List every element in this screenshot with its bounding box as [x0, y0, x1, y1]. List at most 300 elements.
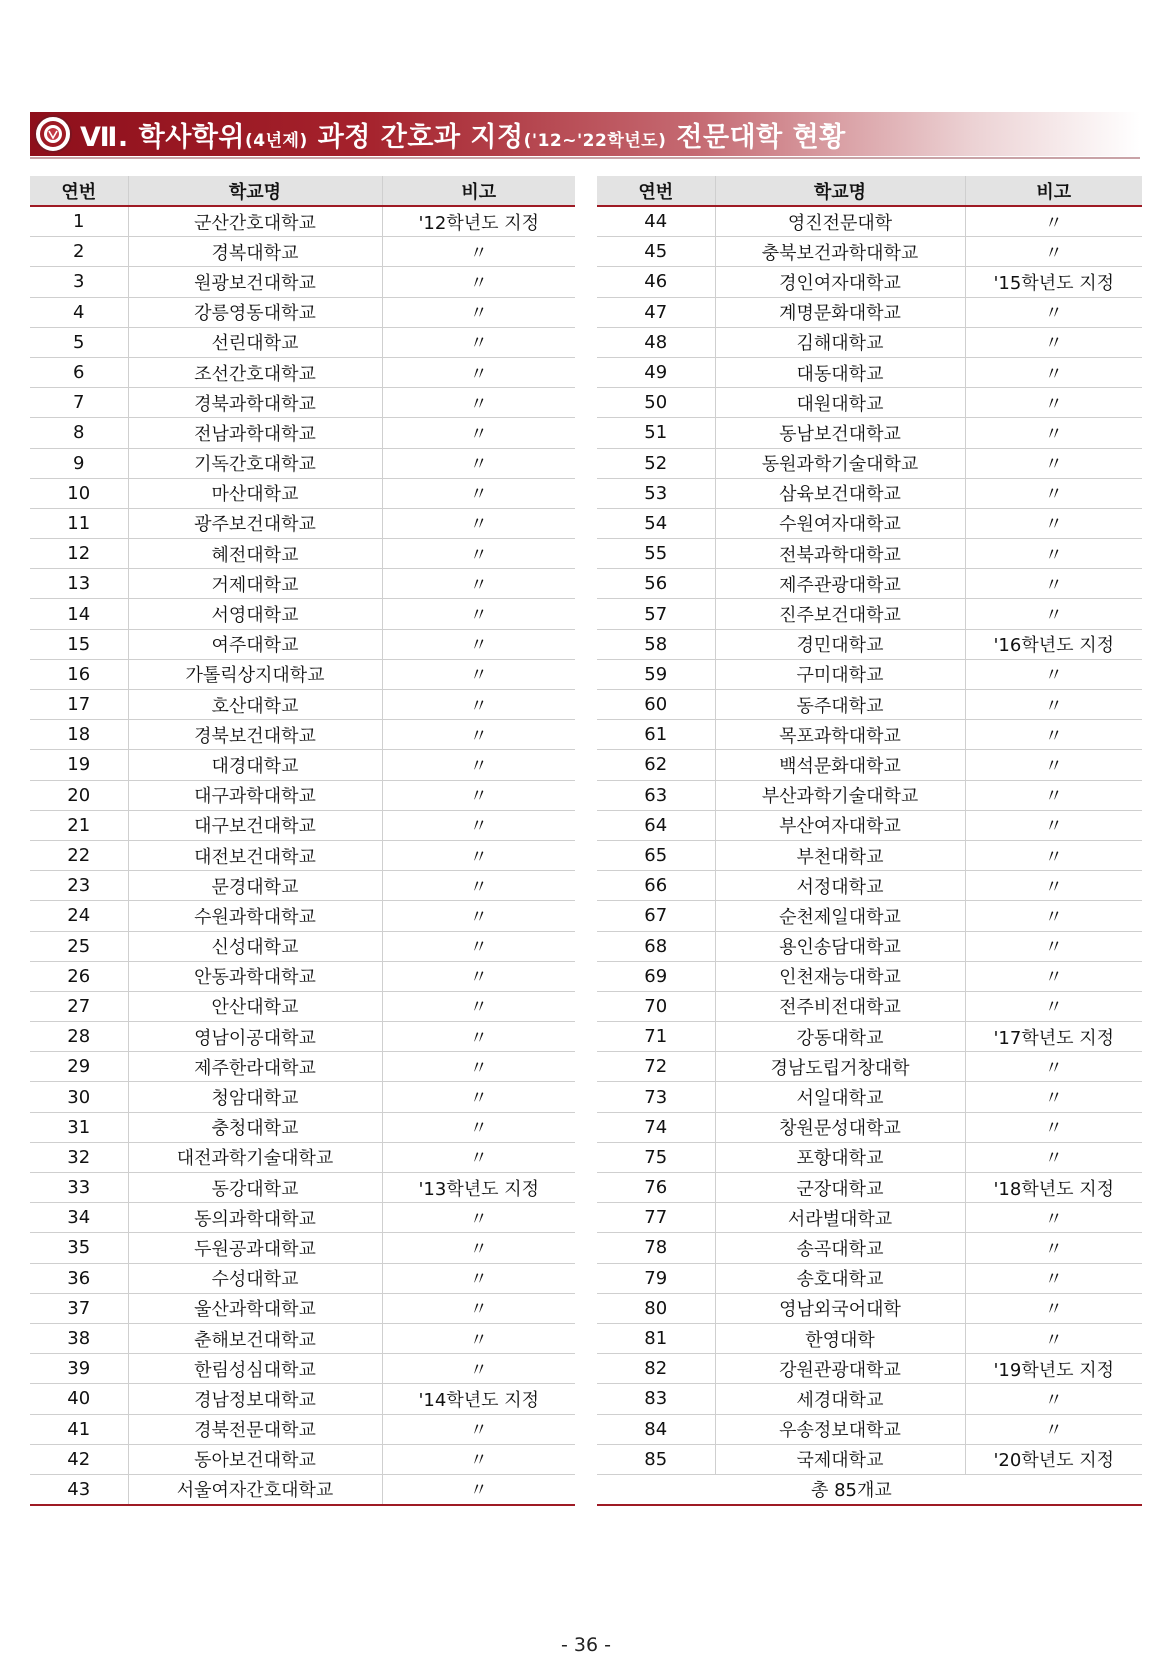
table-row — [30, 690, 575, 720]
table-row — [30, 871, 575, 901]
cell-school: 서일대학교 — [715, 1082, 965, 1112]
cell-school: 제주한라대학교 — [128, 1052, 382, 1082]
table-row — [597, 780, 1142, 810]
cell-no: 75 — [597, 1142, 715, 1172]
cell-school: 춘해보건대학교 — [128, 1323, 382, 1353]
col-header-school: 학교명 — [128, 176, 382, 206]
cell-note: 〃 — [965, 871, 1142, 901]
cell-school: 서라벌대학교 — [715, 1203, 965, 1233]
cell-no: 12 — [30, 539, 128, 569]
section-title-bar — [30, 112, 1140, 156]
cell-no: 62 — [597, 750, 715, 780]
cell-school: 대전과학기술대학교 — [128, 1142, 382, 1172]
table-row — [30, 1082, 575, 1112]
cell-no: 46 — [597, 267, 715, 297]
cell-note: 〃 — [382, 659, 575, 689]
cell-school: 전주비전대학교 — [715, 991, 965, 1021]
table-row — [30, 780, 575, 810]
total-count: 총 85개교 — [715, 1474, 1142, 1505]
cell-no: 69 — [597, 961, 715, 991]
col-header-note: 비고 — [382, 176, 575, 206]
cell-no: 4 — [30, 297, 128, 327]
cell-school: 충북보건과학대학교 — [715, 237, 965, 267]
cell-note: 〃 — [965, 931, 1142, 961]
cell-note: 〃 — [965, 1082, 1142, 1112]
total-row — [597, 1474, 1142, 1505]
cell-note: 〃 — [382, 297, 575, 327]
table-row — [597, 810, 1142, 840]
table-row — [597, 1323, 1142, 1353]
table-row — [30, 1323, 575, 1353]
table-row — [30, 810, 575, 840]
title-sub1: (4년제) — [245, 130, 308, 151]
cell-note: 〃 — [382, 810, 575, 840]
table-row — [597, 1354, 1142, 1384]
table-row — [597, 206, 1142, 237]
cell-school: 안동과학대학교 — [128, 961, 382, 991]
cell-school: 김해대학교 — [715, 327, 965, 357]
cell-school: 제주관광대학교 — [715, 569, 965, 599]
cell-note: 〃 — [382, 599, 575, 629]
table-row — [597, 931, 1142, 961]
cell-no: 54 — [597, 508, 715, 538]
table-row — [30, 508, 575, 538]
table-row — [597, 297, 1142, 327]
cell-note: '16학년도 지정 — [965, 629, 1142, 659]
cell-school: 동의과학대학교 — [128, 1203, 382, 1233]
cell-note: 〃 — [965, 901, 1142, 931]
table-row — [30, 720, 575, 750]
cell-note: 〃 — [965, 1203, 1142, 1233]
cell-no: 49 — [597, 357, 715, 387]
cell-school: 군장대학교 — [715, 1173, 965, 1203]
cell-note: 〃 — [382, 1082, 575, 1112]
cell-school: 영진전문대학 — [715, 206, 965, 237]
cell-note: 〃 — [965, 297, 1142, 327]
cell-note: 〃 — [965, 659, 1142, 689]
table-row — [597, 1082, 1142, 1112]
cell-no: 34 — [30, 1203, 128, 1233]
cell-school: 영남외국어대학 — [715, 1293, 965, 1323]
cell-no: 31 — [30, 1112, 128, 1142]
cell-note: 〃 — [965, 508, 1142, 538]
cell-note: 〃 — [382, 1233, 575, 1263]
cell-school: 한영대학 — [715, 1323, 965, 1353]
cell-school: 동아보건대학교 — [128, 1444, 382, 1474]
cell-school: 호산대학교 — [128, 690, 382, 720]
table-row — [30, 418, 575, 448]
cell-no: 41 — [30, 1414, 128, 1444]
cell-no: 11 — [30, 508, 128, 538]
table-row — [597, 599, 1142, 629]
cell-no: 52 — [597, 448, 715, 478]
table-row — [597, 418, 1142, 448]
table-row — [597, 1444, 1142, 1474]
cell-no: 30 — [30, 1082, 128, 1112]
table-row — [597, 690, 1142, 720]
cell-no: 78 — [597, 1233, 715, 1263]
cell-note: 〃 — [382, 931, 575, 961]
cell-note: 〃 — [382, 1474, 575, 1505]
cell-school: 동남보건대학교 — [715, 418, 965, 448]
cell-no: 9 — [30, 448, 128, 478]
cell-note: 〃 — [382, 237, 575, 267]
cell-no: 36 — [30, 1263, 128, 1293]
cell-school: 송곡대학교 — [715, 1233, 965, 1263]
cell-school: 계명문화대학교 — [715, 297, 965, 327]
cell-note: 〃 — [965, 720, 1142, 750]
cell-school: 경북보건대학교 — [128, 720, 382, 750]
cell-note: 〃 — [965, 206, 1142, 237]
cell-no: 35 — [30, 1233, 128, 1263]
cell-note: 〃 — [965, 569, 1142, 599]
cell-note: 〃 — [965, 1414, 1142, 1444]
cell-school: 경인여자대학교 — [715, 267, 965, 297]
cell-note: 〃 — [965, 448, 1142, 478]
cell-note: 〃 — [965, 750, 1142, 780]
cell-no: 68 — [597, 931, 715, 961]
cell-note: 〃 — [965, 1323, 1142, 1353]
cell-school: 대구보건대학교 — [128, 810, 382, 840]
cell-no: 42 — [30, 1444, 128, 1474]
cell-note: 〃 — [382, 1022, 575, 1052]
cell-no: 21 — [30, 810, 128, 840]
cell-no: 15 — [30, 629, 128, 659]
table-row — [597, 991, 1142, 1021]
table-row — [30, 478, 575, 508]
table-row — [597, 871, 1142, 901]
cell-school: 대경대학교 — [128, 750, 382, 780]
title-end: 전문대학 현황 — [676, 121, 846, 153]
cell-no: 65 — [597, 840, 715, 870]
cell-school: 원광보건대학교 — [128, 267, 382, 297]
cell-no: 64 — [597, 810, 715, 840]
table-row — [30, 931, 575, 961]
table-row — [30, 1414, 575, 1444]
cell-school: 국제대학교 — [715, 1444, 965, 1474]
cell-no: 85 — [597, 1444, 715, 1474]
cell-note: 〃 — [382, 418, 575, 448]
cell-school: 두원공과대학교 — [128, 1233, 382, 1263]
cell-school: 동주대학교 — [715, 690, 965, 720]
cell-school: 수원여자대학교 — [715, 508, 965, 538]
cell-no: 10 — [30, 478, 128, 508]
cell-note: 〃 — [382, 508, 575, 538]
cell-no: 25 — [30, 931, 128, 961]
table-row — [597, 478, 1142, 508]
cell-no: 23 — [30, 871, 128, 901]
cell-school: 경남정보대학교 — [128, 1384, 382, 1414]
title-roman: Ⅶ. — [80, 121, 129, 153]
cell-school: 송호대학교 — [715, 1263, 965, 1293]
cell-note: 〃 — [965, 1112, 1142, 1142]
cell-school: 백석문화대학교 — [715, 750, 965, 780]
cell-school: 기독간호대학교 — [128, 448, 382, 478]
cell-note: 〃 — [965, 840, 1142, 870]
cell-note: 〃 — [965, 1233, 1142, 1263]
cell-no: 40 — [30, 1384, 128, 1414]
cell-note: 〃 — [382, 690, 575, 720]
cell-no: 33 — [30, 1173, 128, 1203]
col-header-school: 학교명 — [715, 176, 965, 206]
cell-note: 〃 — [965, 357, 1142, 387]
cell-no: 8 — [30, 418, 128, 448]
cell-no: 66 — [597, 871, 715, 901]
cell-note: '18학년도 지정 — [965, 1173, 1142, 1203]
table-row — [597, 720, 1142, 750]
cell-school: 마산대학교 — [128, 478, 382, 508]
table-row — [30, 267, 575, 297]
cell-school: 신성대학교 — [128, 931, 382, 961]
table-row — [30, 1233, 575, 1263]
table-row — [597, 1414, 1142, 1444]
cell-school: 전북과학대학교 — [715, 539, 965, 569]
cell-note: '14학년도 지정 — [382, 1384, 575, 1414]
cell-school: 진주보건대학교 — [715, 599, 965, 629]
cell-no: 19 — [30, 750, 128, 780]
page-number: - 36 - — [561, 1634, 611, 1656]
cell-note: 〃 — [382, 1142, 575, 1172]
cell-no: 7 — [30, 388, 128, 418]
cell-school: 순천제일대학교 — [715, 901, 965, 931]
table-row — [30, 840, 575, 870]
cell-note: 〃 — [965, 810, 1142, 840]
cell-school: 충청대학교 — [128, 1112, 382, 1142]
table-row — [30, 206, 575, 237]
cell-no: 32 — [30, 1142, 128, 1172]
cell-no: 76 — [597, 1173, 715, 1203]
cell-school: 청암대학교 — [128, 1082, 382, 1112]
cell-school: 한림성심대학교 — [128, 1354, 382, 1384]
title-mid: 과정 간호과 지정 — [317, 121, 524, 153]
cell-no: 3 — [30, 267, 128, 297]
cell-note: 〃 — [965, 1263, 1142, 1293]
table-row — [30, 1293, 575, 1323]
cell-note: '15학년도 지정 — [965, 267, 1142, 297]
page-title — [80, 115, 846, 154]
table-row — [597, 539, 1142, 569]
cell-no: 47 — [597, 297, 715, 327]
cell-school: 거제대학교 — [128, 569, 382, 599]
cell-school: 군산간호대학교 — [128, 206, 382, 237]
cell-school: 경복대학교 — [128, 237, 382, 267]
cell-school: 수성대학교 — [128, 1263, 382, 1293]
cell-note: 〃 — [965, 690, 1142, 720]
table-row — [30, 448, 575, 478]
cell-no: 70 — [597, 991, 715, 1021]
cell-no: 67 — [597, 901, 715, 931]
cell-no: 55 — [597, 539, 715, 569]
cell-note: 〃 — [965, 1293, 1142, 1323]
cell-note: 〃 — [382, 267, 575, 297]
table-row — [30, 1173, 575, 1203]
table-row — [30, 327, 575, 357]
col-header-note: 비고 — [965, 176, 1142, 206]
cell-no: 48 — [597, 327, 715, 357]
table-row — [597, 508, 1142, 538]
cell-school: 광주보건대학교 — [128, 508, 382, 538]
table-header-row — [30, 176, 575, 206]
table-row — [597, 327, 1142, 357]
table-row — [597, 1233, 1142, 1263]
table-row — [597, 1293, 1142, 1323]
cell-school: 문경대학교 — [128, 871, 382, 901]
cell-note: 〃 — [965, 961, 1142, 991]
cell-note: 〃 — [965, 780, 1142, 810]
cell-school: 강동대학교 — [715, 1022, 965, 1052]
cell-school: 목포과학대학교 — [715, 720, 965, 750]
cell-note: 〃 — [382, 1323, 575, 1353]
cell-note: 〃 — [965, 1384, 1142, 1414]
cell-school: 대구과학대학교 — [128, 780, 382, 810]
cell-school: 영남이공대학교 — [128, 1022, 382, 1052]
cell-no: 2 — [30, 237, 128, 267]
cell-no: 72 — [597, 1052, 715, 1082]
cell-school: 수원과학대학교 — [128, 901, 382, 931]
table-row — [597, 1384, 1142, 1414]
cell-school: 서정대학교 — [715, 871, 965, 901]
cell-school: 창원문성대학교 — [715, 1112, 965, 1142]
table-row — [597, 750, 1142, 780]
cell-school: 여주대학교 — [128, 629, 382, 659]
cell-school: 부천대학교 — [715, 840, 965, 870]
cell-no: 18 — [30, 720, 128, 750]
cell-no: 22 — [30, 840, 128, 870]
table-row — [597, 1173, 1142, 1203]
table-row — [597, 901, 1142, 931]
cell-school: 서울여자간호대학교 — [128, 1474, 382, 1505]
cell-note: 〃 — [382, 1414, 575, 1444]
cell-no: 37 — [30, 1293, 128, 1323]
cell-no: 79 — [597, 1263, 715, 1293]
cell-no: 26 — [30, 961, 128, 991]
cell-school: 경남도립거창대학 — [715, 1052, 965, 1082]
table-row — [597, 388, 1142, 418]
table-row — [30, 991, 575, 1021]
cell-note: 〃 — [382, 1293, 575, 1323]
table-row — [30, 1022, 575, 1052]
cell-no: 16 — [30, 659, 128, 689]
cell-no: 51 — [597, 418, 715, 448]
cell-note: 〃 — [965, 539, 1142, 569]
cell-no: 38 — [30, 1323, 128, 1353]
table-row — [30, 1354, 575, 1384]
table-row — [597, 1142, 1142, 1172]
table-row — [597, 267, 1142, 297]
table-row — [30, 1052, 575, 1082]
table-row — [597, 1112, 1142, 1142]
cell-note: 〃 — [382, 478, 575, 508]
cell-note: 〃 — [382, 901, 575, 931]
table-row — [597, 659, 1142, 689]
cell-note: 〃 — [382, 1444, 575, 1474]
cell-school: 경북과학대학교 — [128, 388, 382, 418]
cell-note: 〃 — [382, 991, 575, 1021]
cell-note: 〃 — [382, 720, 575, 750]
cell-note: 〃 — [382, 448, 575, 478]
cell-no: 39 — [30, 1354, 128, 1384]
cell-note: '13학년도 지정 — [382, 1173, 575, 1203]
cell-note: 〃 — [382, 357, 575, 387]
table-row — [30, 961, 575, 991]
cell-note: '17학년도 지정 — [965, 1022, 1142, 1052]
table-row — [30, 1263, 575, 1293]
cell-note: 〃 — [382, 569, 575, 599]
cell-school: 강릉영동대학교 — [128, 297, 382, 327]
cell-school: 경북전문대학교 — [128, 1414, 382, 1444]
table-row — [597, 569, 1142, 599]
table-row — [30, 539, 575, 569]
col-header-no: 연번 — [597, 176, 715, 206]
cell-no: 80 — [597, 1293, 715, 1323]
total-blank — [597, 1474, 715, 1505]
table-row — [597, 629, 1142, 659]
table-row — [597, 237, 1142, 267]
cell-no: 14 — [30, 599, 128, 629]
table-row — [30, 388, 575, 418]
table-row — [597, 840, 1142, 870]
cell-note: 〃 — [965, 327, 1142, 357]
cell-no: 53 — [597, 478, 715, 508]
cell-no: 71 — [597, 1022, 715, 1052]
cell-no: 45 — [597, 237, 715, 267]
cell-note: 〃 — [965, 388, 1142, 418]
table-row — [597, 1203, 1142, 1233]
cell-note: 〃 — [965, 599, 1142, 629]
cell-note: 〃 — [965, 478, 1142, 508]
school-table-right — [597, 176, 1142, 1506]
title-main: 학사학위 — [138, 121, 245, 153]
cell-school: 동원과학기술대학교 — [715, 448, 965, 478]
cell-school: 경민대학교 — [715, 629, 965, 659]
cell-no: 60 — [597, 690, 715, 720]
table-header-row — [597, 176, 1142, 206]
table-row — [30, 1203, 575, 1233]
cell-school: 동강대학교 — [128, 1173, 382, 1203]
cell-school: 포항대학교 — [715, 1142, 965, 1172]
cell-note: 〃 — [965, 1052, 1142, 1082]
cell-no: 58 — [597, 629, 715, 659]
cell-note: 〃 — [965, 991, 1142, 1021]
title-sub2: ('12~'22학년도) — [523, 130, 667, 151]
cell-note: 〃 — [965, 418, 1142, 448]
university-seal-icon — [34, 115, 72, 153]
cell-school: 인천재능대학교 — [715, 961, 965, 991]
table-row — [30, 599, 575, 629]
cell-school: 대전보건대학교 — [128, 840, 382, 870]
cell-no: 24 — [30, 901, 128, 931]
cell-school: 세경대학교 — [715, 1384, 965, 1414]
table-row — [30, 750, 575, 780]
cell-note: '20학년도 지정 — [965, 1444, 1142, 1474]
table-row — [30, 569, 575, 599]
table-row — [30, 237, 575, 267]
cell-note: 〃 — [382, 1263, 575, 1293]
cell-no: 82 — [597, 1354, 715, 1384]
table-row — [30, 1142, 575, 1172]
table-row — [597, 357, 1142, 387]
cell-school: 삼육보건대학교 — [715, 478, 965, 508]
table-row — [597, 961, 1142, 991]
cell-note: 〃 — [382, 780, 575, 810]
cell-no: 27 — [30, 991, 128, 1021]
table-row — [597, 448, 1142, 478]
cell-no: 6 — [30, 357, 128, 387]
table-row — [30, 629, 575, 659]
cell-note: 〃 — [382, 1052, 575, 1082]
cell-school: 안산대학교 — [128, 991, 382, 1021]
title-underline — [30, 157, 1140, 159]
